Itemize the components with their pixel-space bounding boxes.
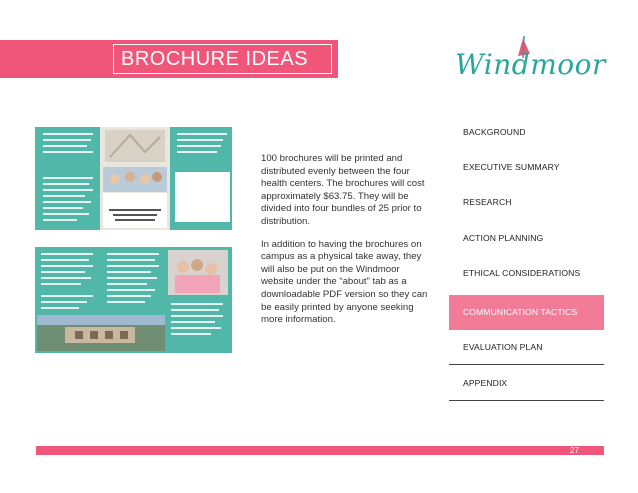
menu-item-label: RESEARCH <box>463 197 512 207</box>
menu-item-label: ETHICAL CONSIDERATIONS <box>463 268 581 278</box>
page-number: 27 <box>570 446 579 455</box>
menu-item-executive-summary[interactable] <box>449 150 604 185</box>
brochure-image-top <box>35 127 232 230</box>
body-text <box>261 153 431 337</box>
brochure-top-illustration <box>35 127 232 230</box>
menu-item-appendix[interactable] <box>449 366 604 401</box>
body-paragraph-1: 100 brochures will be printed and distributed evenly between the four health centers. The brochures will cost approximately $63.75. They will be divided into four bundles of 25 prior to distribution. <box>261 153 425 227</box>
menu-item-label: EXECUTIVE SUMMARY <box>463 162 560 172</box>
menu-item-label: APPENDIX <box>463 378 508 388</box>
menu-item-communication-tactics[interactable] <box>449 295 604 330</box>
menu-divider <box>449 400 604 401</box>
brochure-image-bottom <box>35 247 232 353</box>
footer-bar <box>36 446 604 455</box>
menu-item-research[interactable] <box>449 185 604 220</box>
page-title: BROCHURE IDEAS <box>121 48 309 70</box>
menu-item-label: BACKGROUND <box>463 127 526 137</box>
menu-item-label: COMMUNICATION TACTICS <box>463 307 578 317</box>
menu-item-label: EVALUATION PLAN <box>463 342 543 352</box>
menu-item-action-planning[interactable] <box>449 221 604 256</box>
windmoor-logo-text: Windmoor <box>455 48 606 81</box>
menu-divider <box>449 364 604 365</box>
menu-item-evaluation-plan[interactable] <box>449 330 604 365</box>
body-paragraph-2: In addition to having the brochures on campus as a physical take away, they will also be put on the Windmoor website under the “about” tab as a downloadable PDF version so they can be easily printed by anyone seeking more information. <box>261 238 428 326</box>
menu-item-label: ACTION PLANNING <box>463 233 544 243</box>
brochure-bottom-illustration <box>35 247 232 353</box>
menu-item-ethical-considerations[interactable] <box>449 256 604 291</box>
menu-item-background[interactable] <box>449 115 604 150</box>
